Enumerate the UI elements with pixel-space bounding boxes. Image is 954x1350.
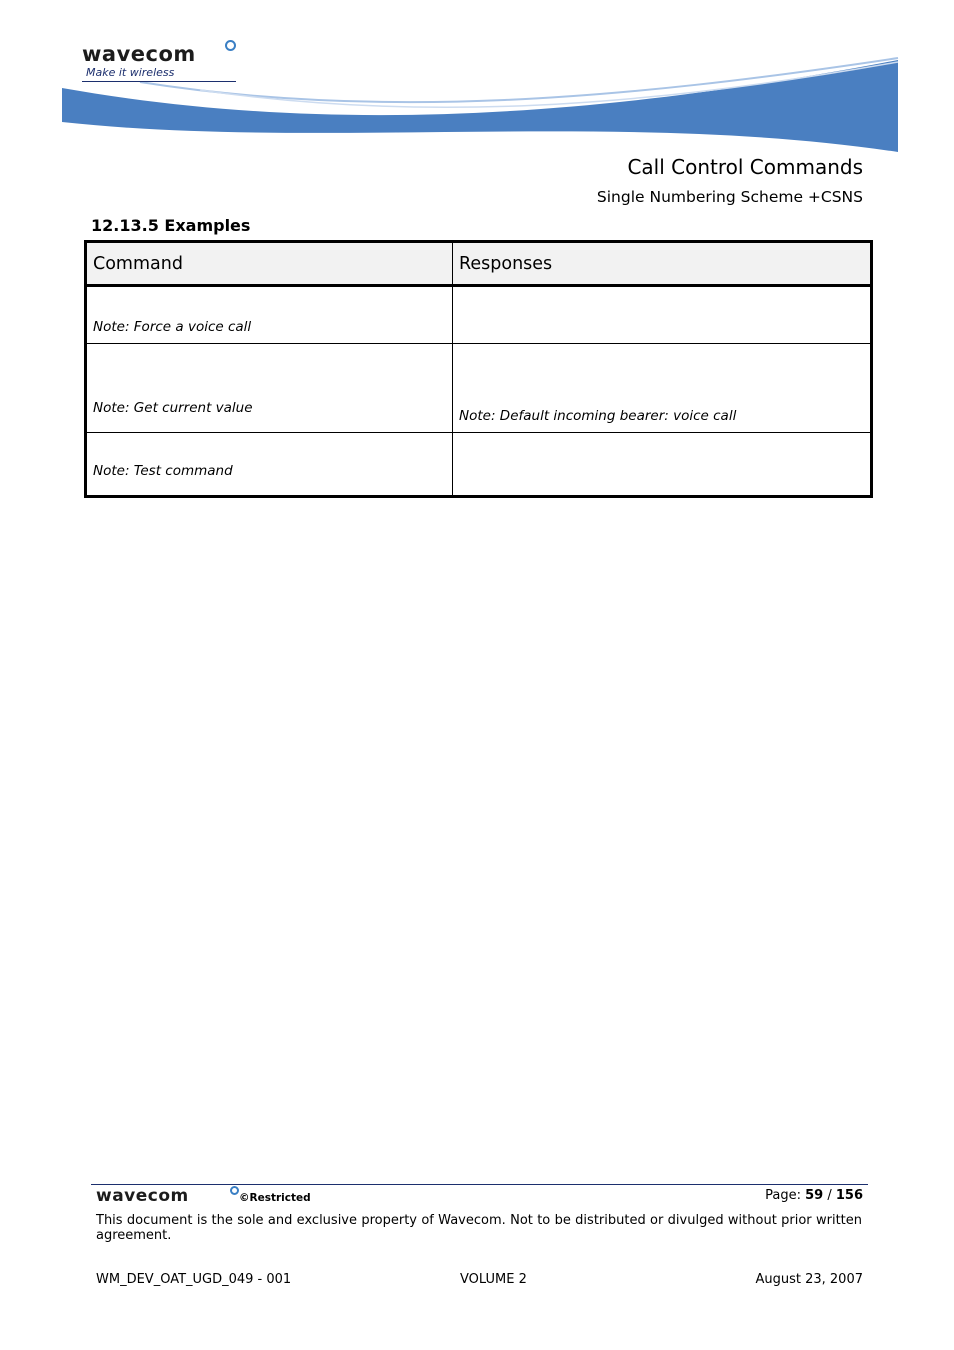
column-header-responses: Responses	[453, 242, 872, 286]
restricted-label: ©Restricted	[239, 1192, 311, 1204]
logo-wordmark: wavecom	[82, 42, 196, 66]
footer-rule	[91, 1184, 868, 1185]
command-cell	[86, 286, 453, 344]
table-row	[86, 433, 872, 497]
footer-logo-swirl-icon	[230, 1186, 239, 1195]
examples-heading: 12.13.5 Examples	[91, 216, 251, 235]
response-note	[459, 335, 864, 343]
chapter-title: Call Control Commands	[627, 155, 863, 179]
document-date: August 23, 2007	[755, 1272, 863, 1287]
column-header-command: Command	[86, 242, 453, 286]
page-separator: /	[823, 1188, 836, 1203]
section-title: Single Numbering Scheme +CSNS	[596, 188, 863, 206]
wavecom-logo	[82, 40, 242, 88]
response-note	[459, 487, 864, 495]
footer-logo	[96, 1186, 316, 1208]
command-note: Note: Get current value	[93, 400, 253, 416]
page-total: 156	[835, 1188, 863, 1203]
logo-underline	[82, 81, 236, 82]
logo-swirl-icon	[225, 40, 236, 51]
table-header-row	[86, 242, 872, 286]
response-cell	[453, 286, 872, 344]
page-current: 59	[805, 1188, 824, 1203]
table-row	[86, 344, 872, 433]
command-note: Note: Test command	[93, 463, 233, 479]
command-cell	[86, 433, 453, 497]
command-note: Note: Force a voice call	[93, 319, 252, 335]
document-reference: WM_DEV_OAT_UGD_049 - 001	[96, 1272, 292, 1287]
response-cell	[453, 433, 872, 497]
disclaimer-text: This document is the sole and exclusive property of Wavecom. Not to be distributed or divulged without prior written agreement.	[96, 1213, 862, 1243]
page-label: Page:	[765, 1188, 806, 1203]
response-note: Note: Default incoming bearer: voice call	[459, 408, 737, 424]
volume-label: VOLUME 2	[460, 1272, 527, 1287]
examples-table	[84, 240, 873, 498]
table-row	[86, 286, 872, 344]
page-number	[765, 1188, 863, 1203]
footer-logo-wordmark: wavecom	[96, 1186, 189, 1206]
logo-tagline: Make it wireless	[86, 66, 175, 79]
command-cell	[86, 344, 453, 433]
response-cell	[453, 344, 872, 433]
